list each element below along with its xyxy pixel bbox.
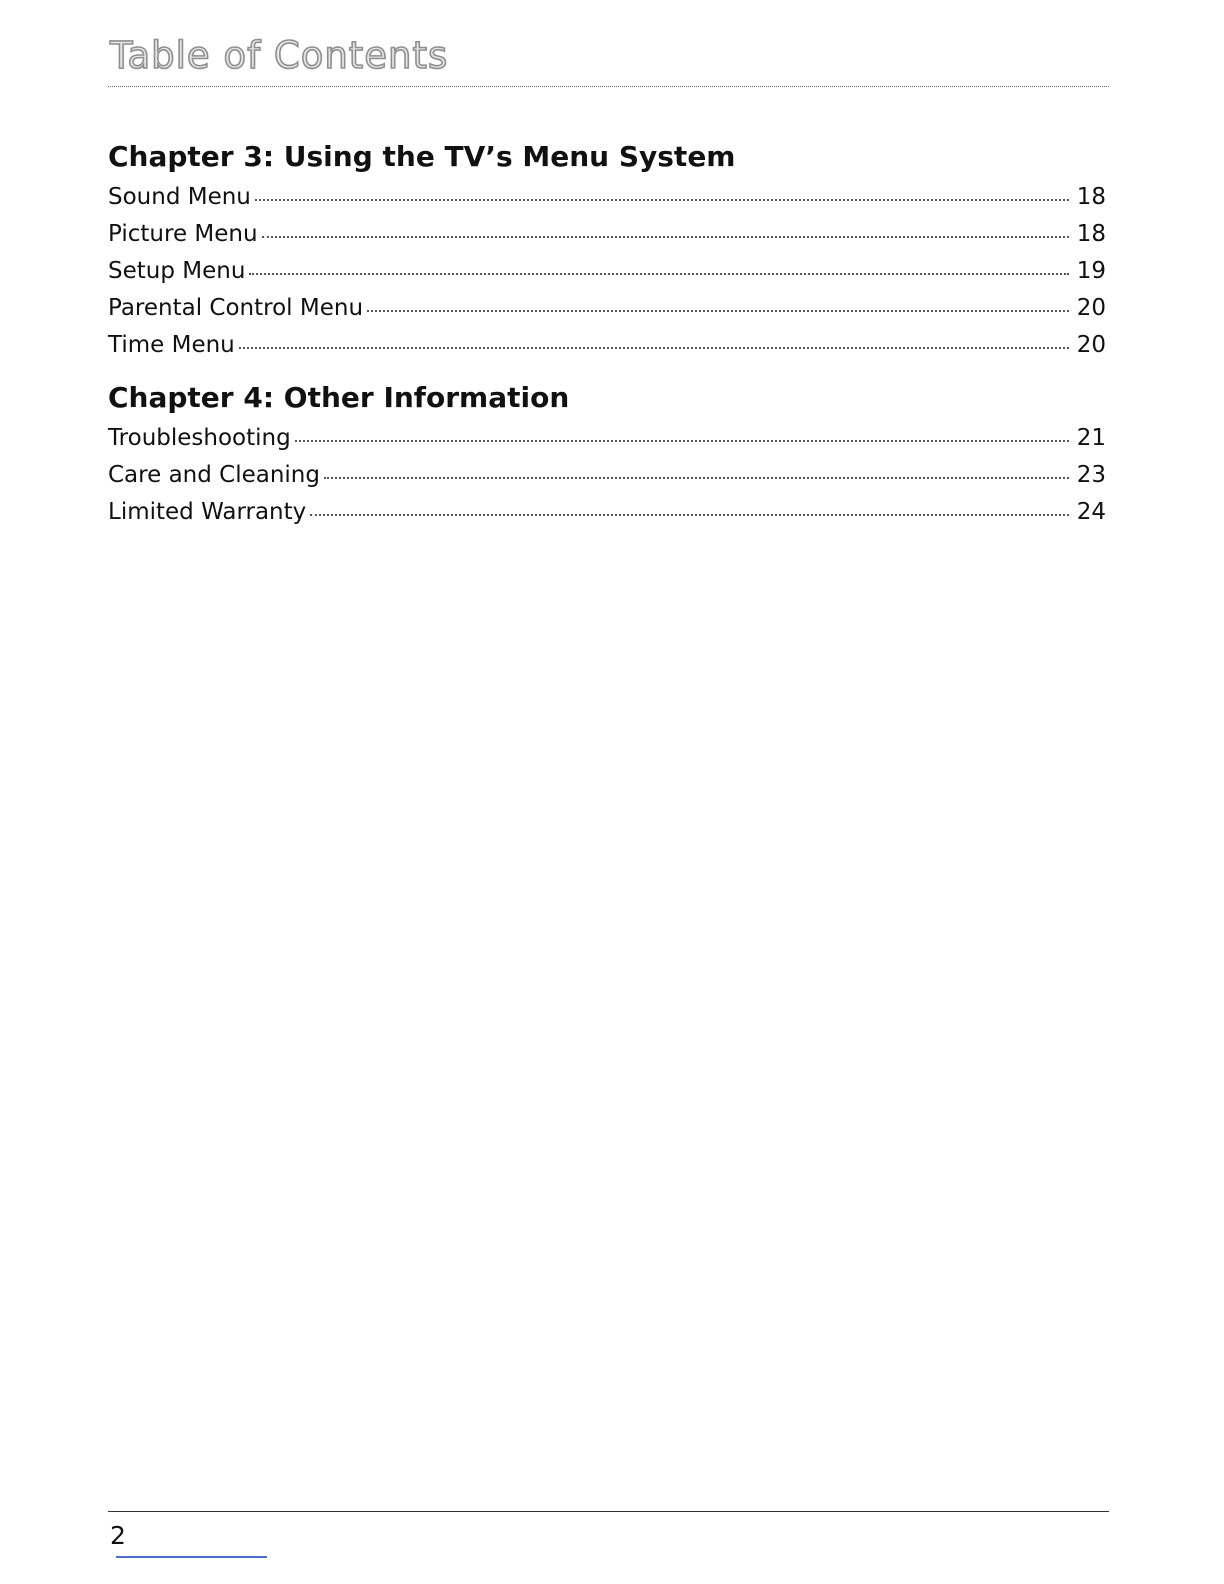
dot-leader <box>295 440 1069 442</box>
title-divider <box>108 86 1109 87</box>
chapter-4-section <box>108 378 1106 531</box>
chapter-heading: Chapter 3: Using the TV’s Menu System <box>108 140 736 173</box>
toc-entry-label: Troubleshooting <box>108 425 291 451</box>
toc-entry-label: Parental Control Menu <box>108 295 364 321</box>
page-number: 2 <box>110 1521 126 1550</box>
toc-entry-label: Time Menu <box>108 332 235 358</box>
dot-leader <box>239 347 1069 349</box>
toc-entry-care-and-cleaning[interactable] <box>108 457 1106 494</box>
toc-entry-limited-warranty[interactable] <box>108 494 1106 531</box>
chapter-3-section <box>108 137 1106 364</box>
toc-entry-setup-menu[interactable] <box>108 253 1106 290</box>
toc-entry-label: Setup Menu <box>108 258 246 284</box>
dot-leader <box>324 477 1069 479</box>
chapter-heading: Chapter 4: Other Information <box>108 381 570 414</box>
toc-entry-label: Care and Cleaning <box>108 462 320 488</box>
page-number-underline <box>116 1556 267 1558</box>
footer-divider <box>108 1511 1109 1512</box>
toc-entry-parental-control-menu[interactable] <box>108 290 1106 327</box>
dot-leader <box>367 310 1069 312</box>
page-title: Table of Contents <box>110 34 449 77</box>
toc-entry-page: 24 <box>1076 499 1106 525</box>
toc-entry-page: 18 <box>1076 221 1106 247</box>
toc-entry-label: Limited Warranty <box>108 499 307 525</box>
dot-leader <box>249 273 1068 275</box>
toc-entry-page: 20 <box>1076 332 1106 358</box>
toc-entry-sound-menu[interactable] <box>108 179 1106 216</box>
toc-entry-page: 18 <box>1076 184 1106 210</box>
toc-entry-troubleshooting[interactable] <box>108 420 1106 457</box>
toc-entry-time-menu[interactable] <box>108 327 1106 364</box>
dot-leader <box>255 199 1069 201</box>
toc-entry-page: 19 <box>1076 258 1106 284</box>
toc-entry-page: 21 <box>1076 425 1106 451</box>
toc-entry-label: Picture Menu <box>108 221 258 247</box>
dot-leader <box>262 236 1069 238</box>
toc-entry-page: 23 <box>1076 462 1106 488</box>
dot-leader <box>310 514 1068 516</box>
toc-entry-page: 20 <box>1076 295 1106 321</box>
toc-entry-picture-menu[interactable] <box>108 216 1106 253</box>
toc-entry-label: Sound Menu <box>108 184 251 210</box>
